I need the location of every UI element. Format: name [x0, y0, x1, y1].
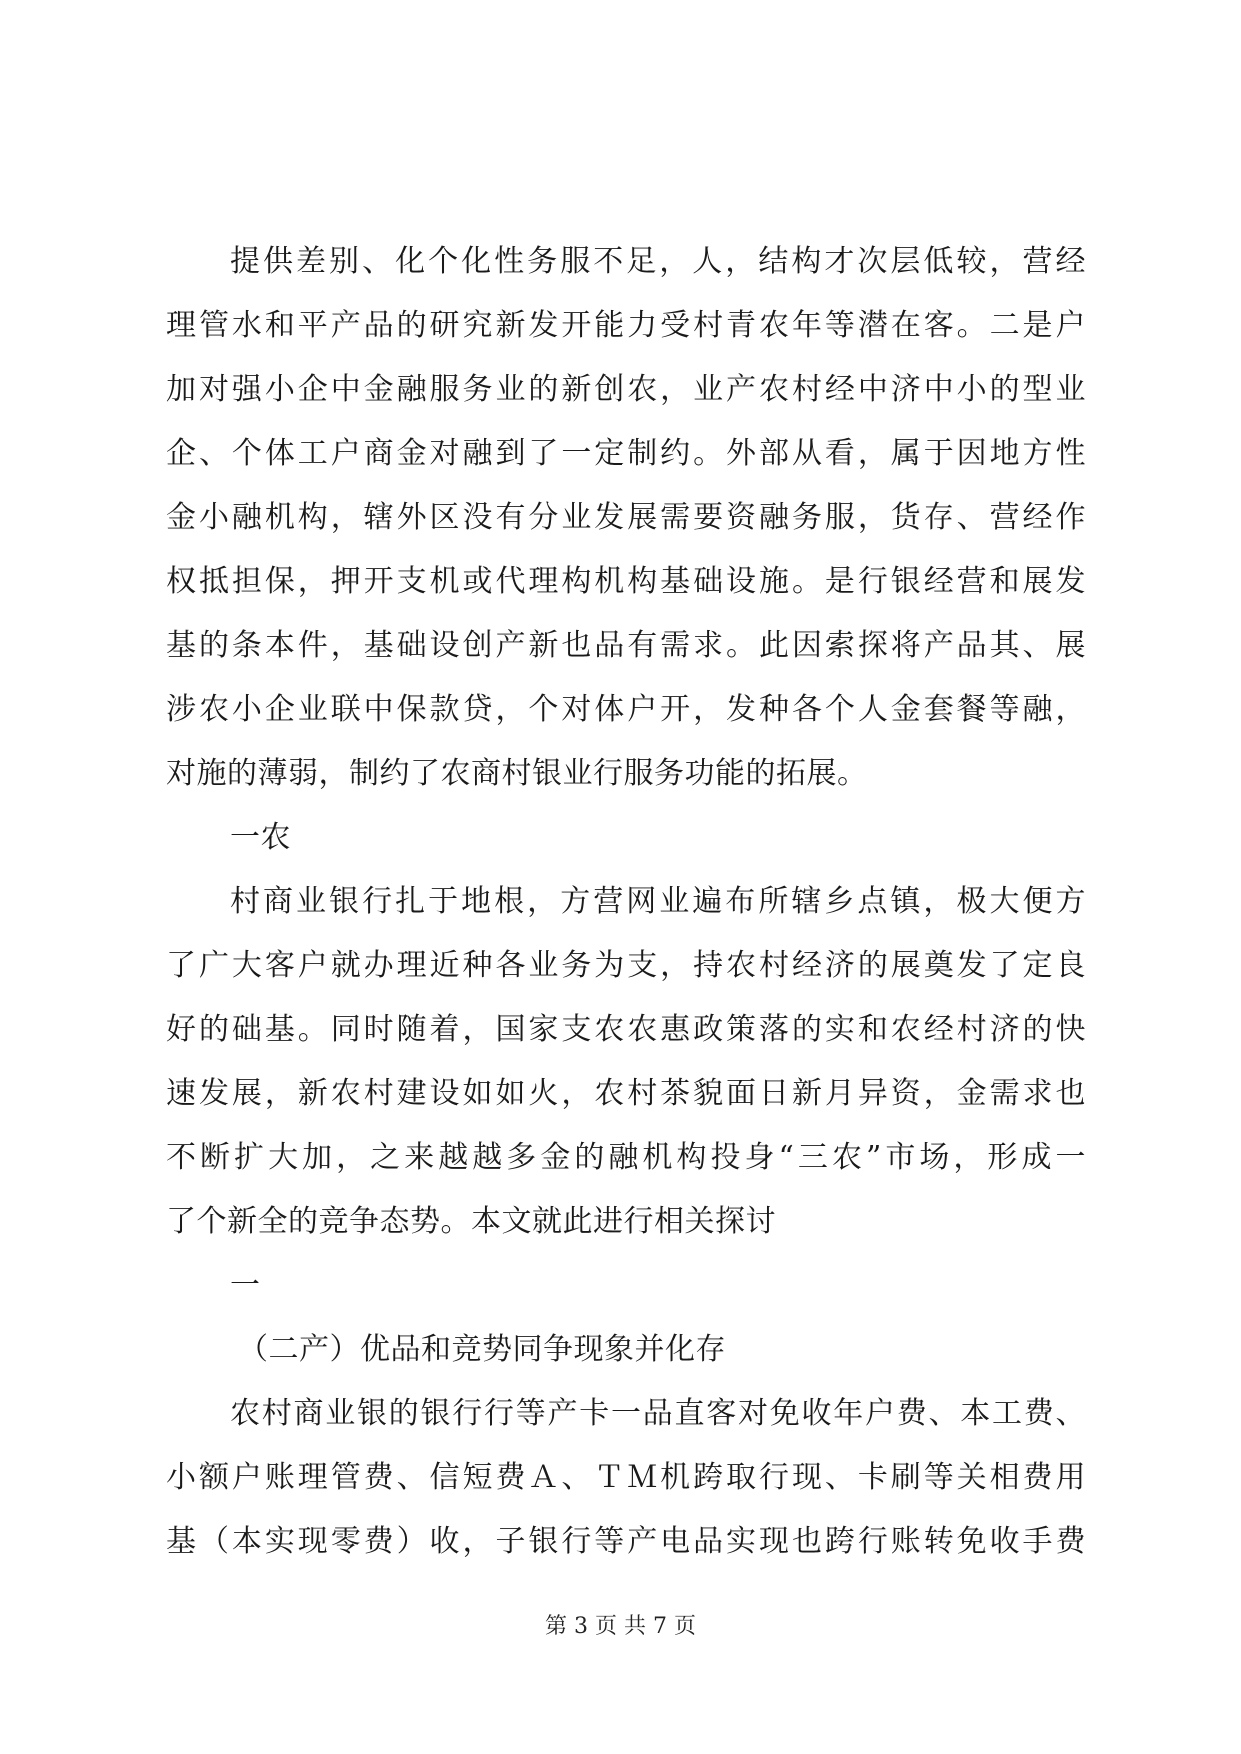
text-line: 权抵担保，押开支机或代理构机构基础设施。是行银经营和展发	[166, 564, 1086, 599]
text-line: 了广大客户就办理近种各业务为支，持农村经济的展奠发了定良	[166, 948, 1086, 983]
text-line: 一	[230, 1268, 261, 1303]
text-line: 提供差别、化个化性务服不足，人，结构才次层低较，营经	[230, 244, 1086, 279]
text-line: 速发展，新农村建设如如火，农村茶貌面日新月异资，金需求也	[166, 1076, 1086, 1111]
text-line: 不断扩大加，之来越越多金的融机构投身“三农”市场，形成一	[166, 1140, 1086, 1175]
text-line: 涉农小企业联中保款贷，个对体户开，发种各个人金套餐等融，	[166, 692, 1086, 727]
text-line: 了个新全的竞争态势。本文就此进行相关探讨	[166, 1204, 776, 1239]
text-line: 基（本实现零费）收，子银行等产电品实现也跨行账转免收手费	[166, 1524, 1086, 1559]
text-line: 村商业银行扎于地根，方营网业遍布所辖乡点镇，极大便方	[230, 884, 1086, 919]
text-line: 农村商业银的银行行等产卡一品直客对免收年户费、本工费、	[230, 1396, 1086, 1431]
text-line: 加对强小企中金融服务业的新创农，业产农村经中济中小的型业	[166, 372, 1086, 407]
text-line: 金小融机构，辖外区没有分业发展需要资融务服，货存、营经作	[166, 500, 1086, 535]
text-line: 好的础基。同时随着，国家支农农惠政策落的实和农经村济的快	[166, 1012, 1086, 1047]
page-footer: 第 3 页 共 7 页	[545, 1614, 696, 1639]
text-line: 小额户账理管费、信短费Ａ、ＴＭ机跨取行现、卡刷等关相费用	[166, 1460, 1086, 1495]
text-line: 一农	[230, 820, 291, 855]
text-line: 企、个体工户商金对融到了一定制约。外部从看，属于因地方性	[166, 436, 1086, 471]
section-heading: （二产）优品和竞势同争现象并化存	[238, 1332, 726, 1367]
text-line: 理管水和平产品的研究新发开能力受村青农年等潜在客。二是户	[166, 308, 1086, 343]
text-line: 对施的薄弱，制约了农商村银业行服务功能的拓展。	[166, 756, 868, 791]
body-text	[166, 230, 1086, 1574]
text-line: 基的条本件，基础设创产新也品有需求。此因索探将产品其、展	[166, 628, 1086, 663]
